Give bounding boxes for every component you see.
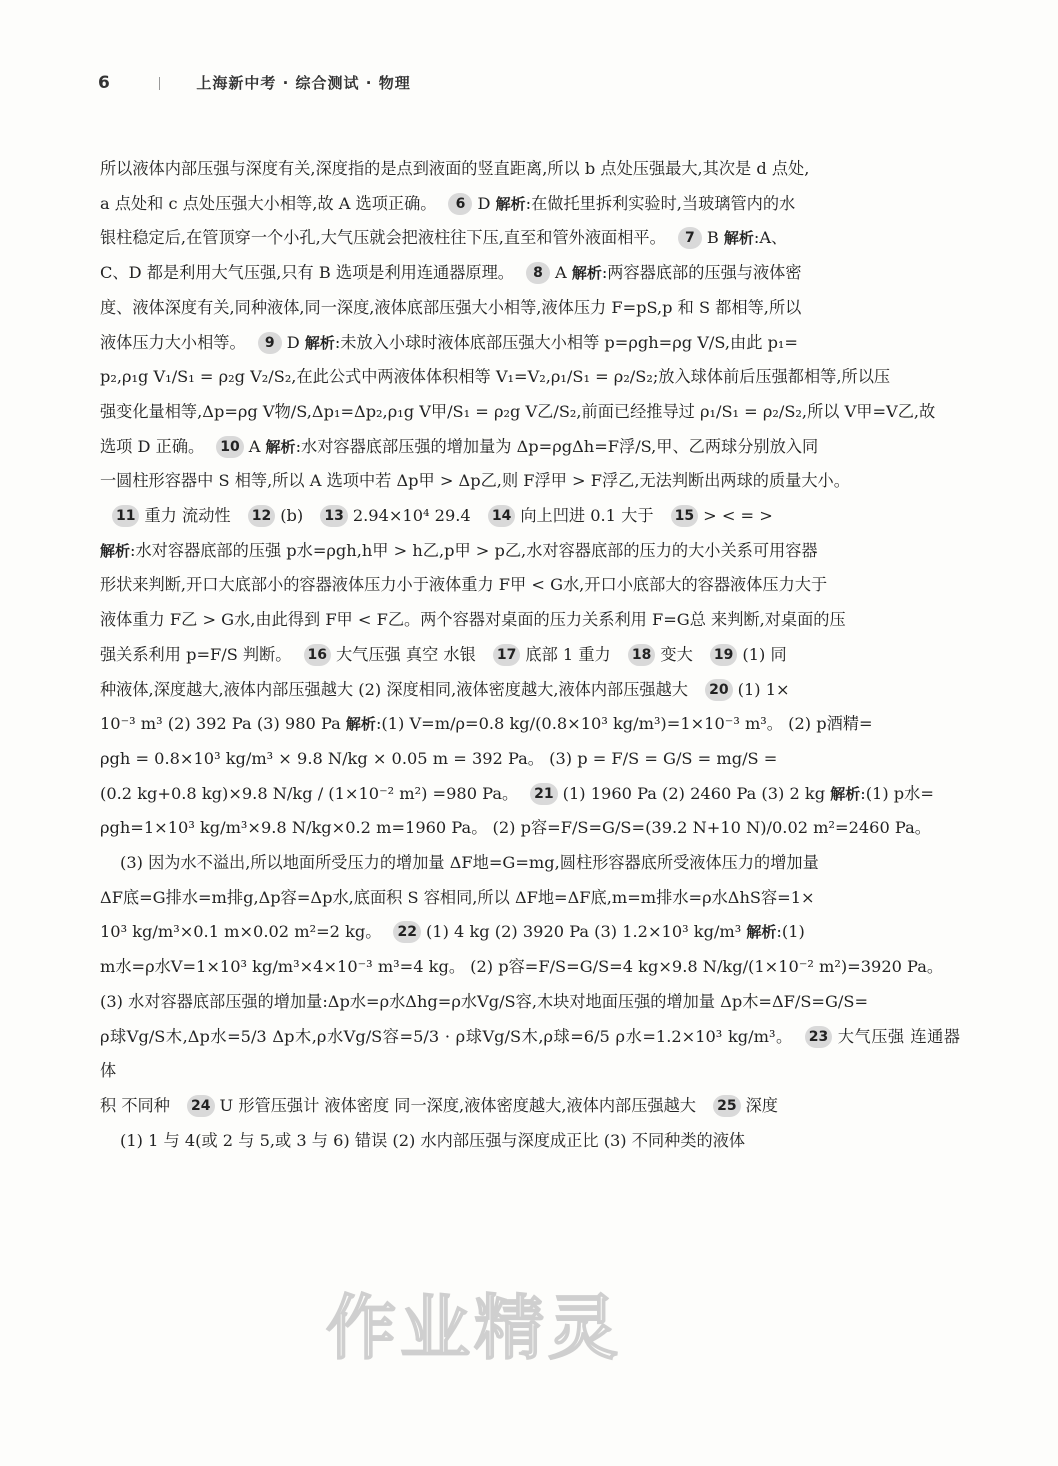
text-line bbox=[100, 360, 960, 395]
text-line bbox=[100, 395, 960, 430]
question-number-badge: 14 bbox=[488, 505, 515, 527]
text-line bbox=[100, 464, 960, 499]
text-segment: 银柱稳定后,在管顶穿一个小孔,大气压就会把液柱往下压,直至和管外液面相平。 bbox=[100, 228, 666, 248]
watermark: 作业精灵 bbox=[326, 1287, 622, 1369]
question-number-badge: 21 bbox=[530, 783, 557, 805]
question-number-badge: 25 bbox=[713, 1095, 740, 1117]
text-segment: :未放入小球时液体底部压强大小相等 p=ρgh=ρg V/S,由此 p₁= bbox=[334, 332, 798, 352]
text-segment: :(1) V=m/ρ=0.8 kg/(0.8×10³ kg/m³)=1×10⁻³ m³。 (2) p酒精= bbox=[375, 714, 873, 734]
text-segment: 所以液体内部压强与深度有关,深度指的是点到液面的竖直距离,所以 b 点处压强最大,其次是 d 点处, bbox=[100, 159, 810, 178]
text-line bbox=[100, 846, 960, 881]
text-segment: :在做托里拆利实验时,当玻璃管内的水 bbox=[525, 193, 796, 213]
question-number-badge: 22 bbox=[393, 921, 420, 943]
text-line bbox=[100, 152, 960, 187]
question-number-badge: 17 bbox=[493, 644, 520, 666]
answer-text bbox=[100, 152, 960, 1158]
text-segment: B bbox=[706, 228, 724, 248]
text-line bbox=[100, 430, 960, 465]
text-line bbox=[100, 638, 960, 673]
question-number-badge: 11 bbox=[112, 505, 139, 527]
text-segment: 深度 bbox=[745, 1095, 778, 1115]
text-segment: 10³ kg/m³×0.1 m×0.02 m²=2 kg。 bbox=[100, 922, 382, 942]
text-segment: (b) bbox=[280, 506, 309, 526]
text-segment: 种液体,深度越大,液体内部压强越大 (2) 深度相同,液体密度越大,液体内部压强越大 bbox=[100, 679, 694, 699]
text-line bbox=[100, 1124, 960, 1159]
analysis-label: 解析 bbox=[265, 437, 296, 456]
analysis-label: 解析 bbox=[100, 541, 131, 560]
text-segment: 大气压强 真空 水银 bbox=[335, 644, 481, 664]
text-line bbox=[100, 881, 960, 916]
text-line bbox=[100, 187, 960, 222]
analysis-label: 解析 bbox=[830, 784, 861, 803]
analysis-label: 解析 bbox=[746, 923, 777, 942]
text-segment: 度、液体深度有关,同种液体,同一深度,液体底部压强大小相等,液体压力 F=pS,p 和 S 都相等,所以 bbox=[100, 297, 802, 317]
text-line bbox=[100, 811, 960, 846]
text-segment: 重力 流动性 bbox=[144, 506, 236, 526]
question-number-badge: 12 bbox=[248, 505, 275, 527]
text-segment: (1) 1 与 4(或 2 与 5,或 3 与 6) 错误 (2) 水内部压强与深度成正比 (3) 不同种类的液体 bbox=[120, 1130, 746, 1150]
text-line bbox=[100, 499, 960, 534]
text-segment: ρ球Vg/S木,Δp水=5/3 Δp木,ρ水Vg/S容=5/3 · ρ球Vg/S木,ρ球=6/5 ρ水=1.2×10³ kg/m³。 bbox=[100, 1026, 793, 1046]
text-segment: (1) 1× bbox=[737, 679, 790, 699]
text-segment: (1) 4 kg (2) 3920 Pa (3) 1.2×10³ kg/m³ bbox=[425, 922, 747, 942]
book-title: 上海新中考 · 综合测试 · 物理 bbox=[196, 74, 411, 92]
text-segment: A bbox=[248, 436, 266, 456]
text-segment: (3) 水对容器底部压强的增加量:Δp水=ρ水Δhg=ρ水Vg/S容,木块对地面压强的增加量 Δp木=ΔF/S=G/S= bbox=[100, 991, 869, 1011]
text-segment: 大气压强 连通器 体 bbox=[100, 1026, 960, 1081]
text-segment: D bbox=[286, 332, 305, 352]
text-segment: A bbox=[554, 263, 572, 283]
analysis-label: 解析 bbox=[571, 264, 602, 283]
text-segment: :A、 bbox=[753, 228, 788, 248]
text-line bbox=[100, 568, 960, 603]
text-line bbox=[100, 326, 960, 361]
text-line bbox=[100, 221, 960, 256]
text-segment: 10⁻³ m³ (2) 392 Pa (3) 980 Pa bbox=[100, 714, 346, 734]
text-line bbox=[100, 985, 960, 1020]
text-line bbox=[100, 1089, 960, 1124]
question-number-badge: 7 bbox=[678, 227, 702, 249]
question-number-badge: 15 bbox=[671, 505, 698, 527]
text-segment: 液体压力大小相等。 bbox=[100, 332, 246, 352]
text-segment: m水=ρ水V=1×10³ kg/m³×4×10⁻³ m³=4 kg。 (2) p容=F/S=G/S=4 kg×9.8 N/kg/(1×10⁻² m²)=3920 Pa。 bbox=[100, 957, 944, 977]
text-segment: ΔF底=G排水=m排g,Δp容=Δp水,底面积 S 容相同,所以 ΔF地=ΔF底,m=m排水=ρ水ΔhS容=1× bbox=[100, 887, 815, 907]
text-segment: 一圆柱形容器中 S 相等,所以 A 选项中若 Δp甲 > Δp乙,则 F浮甲 > F浮乙,无法判断出两球的质量大小。 bbox=[100, 471, 850, 491]
text-segment: :两容器底部的压强与液体密 bbox=[601, 263, 802, 283]
text-segment: :(1) bbox=[776, 922, 805, 942]
question-number-badge: 19 bbox=[710, 644, 737, 666]
question-number-badge: 10 bbox=[216, 436, 243, 458]
text-line bbox=[100, 256, 960, 291]
text-line bbox=[100, 777, 960, 812]
text-line bbox=[100, 291, 960, 326]
text-segment: 强变化量相等,Δp=ρg V物/S,Δp₁=Δp₂,ρ₁g V甲/S₁ = ρ₂g V乙/S₂,前面已经推导过 ρ₁/S₁ = ρ₂/S₂,所以 V甲=V乙,故 bbox=[100, 401, 936, 421]
text-line bbox=[100, 915, 960, 950]
text-segment: 向上凹进 0.1 大于 bbox=[520, 506, 659, 526]
text-segment: ρgh = 0.8×10³ kg/m³ × 9.8 N/kg × 0.05 m = 392 Pa。 (3) p = F/S = G/S = mg/S = bbox=[100, 748, 778, 768]
question-number-badge: 16 bbox=[304, 644, 331, 666]
question-number-badge: 20 bbox=[705, 679, 732, 701]
page-header bbox=[98, 72, 411, 93]
text-line bbox=[100, 950, 960, 985]
text-segment: ρgh=1×10³ kg/m³×9.8 N/kg×0.2 m=1960 Pa。 (2) p容=F/S=G/S=(39.2 N+10 N)/0.02 m²=2460 Pa。 bbox=[100, 818, 931, 838]
text-line bbox=[100, 534, 960, 569]
text-line bbox=[100, 707, 960, 742]
question-number-badge: 9 bbox=[258, 332, 282, 354]
text-segment: 强关系利用 p=F/S 判断。 bbox=[100, 644, 292, 664]
question-number-badge: 24 bbox=[187, 1095, 214, 1117]
question-number-badge: 6 bbox=[448, 193, 472, 215]
text-segment: 变大 bbox=[660, 644, 698, 664]
text-segment: p₂,ρ₁g V₁/S₁ = ρ₂g V₂/S₂,在此公式中两液体体积相等 V₁=V₂,ρ₁/S₁ = ρ₂/S₂;放入球体前后压强都相等,所以压 bbox=[100, 367, 891, 387]
analysis-label: 解析 bbox=[304, 333, 335, 352]
analysis-label: 解析 bbox=[495, 194, 526, 213]
text-segment: 选项 D 正确。 bbox=[100, 436, 205, 456]
header-divider bbox=[159, 77, 160, 90]
text-line bbox=[100, 742, 960, 777]
text-segment: :水对容器底部的压强 p水=ρgh,h甲 > h乙,p甲 > p乙,水对容器底部的压力的大小关系可用容器 bbox=[130, 540, 818, 560]
text-line bbox=[100, 673, 960, 708]
text-segment: D bbox=[477, 193, 496, 213]
text-segment: a 点处和 c 点处压强大小相等,故 A 选项正确。 bbox=[100, 193, 437, 213]
text-segment: C、D 都是利用大气压强,只有 B 选项是利用连通器原理。 bbox=[100, 263, 514, 283]
question-number-badge: 23 bbox=[805, 1026, 832, 1048]
text-segment: 2.94×10⁴ 29.4 bbox=[352, 506, 476, 526]
text-segment: :(1) p水= bbox=[860, 783, 934, 803]
text-segment: (1) 同 bbox=[742, 644, 787, 664]
text-segment: U 形管压强计 液体密度 同一深度,液体密度越大,液体内部压强越大 bbox=[219, 1095, 702, 1115]
text-line bbox=[100, 603, 960, 638]
question-number-badge: 8 bbox=[526, 262, 550, 284]
text-segment: (0.2 kg+0.8 kg)×9.8 N/kg / (1×10⁻² m²) =980 Pa。 bbox=[100, 783, 519, 803]
text-segment: 液体重力 F乙 > G水,由此得到 F甲 < F乙。两个容器对桌面的压力关系利用 F=G总 来判断,对桌面的压 bbox=[100, 610, 846, 630]
page-number: 6 bbox=[98, 73, 110, 93]
analysis-label: 解析 bbox=[723, 229, 754, 248]
text-segment: 底部 1 重力 bbox=[525, 644, 616, 664]
question-number-badge: 13 bbox=[320, 505, 347, 527]
text-segment: 积 不同种 bbox=[100, 1095, 176, 1115]
text-segment: :水对容器底部压强的增加量为 Δp=ρgΔh=F浮/S,甲、乙两球分别放入同 bbox=[295, 436, 819, 456]
text-line bbox=[100, 1020, 960, 1089]
text-segment: (1) 1960 Pa (2) 2460 Pa (3) 2 kg bbox=[562, 783, 831, 803]
text-segment: 形状来判断,开口大底部小的容器液体压力小于液体重力 F甲 < G水,开口小底部大的容器液体压力大于 bbox=[100, 575, 828, 595]
question-number-badge: 18 bbox=[628, 644, 655, 666]
text-segment: (3) 因为水不溢出,所以地面所受压力的增加量 ΔF地=G=mg,圆柱形容器底所受液体压力的增加量 bbox=[120, 853, 819, 873]
analysis-label: 解析 bbox=[345, 715, 376, 734]
text-segment: > < = > bbox=[703, 506, 773, 526]
